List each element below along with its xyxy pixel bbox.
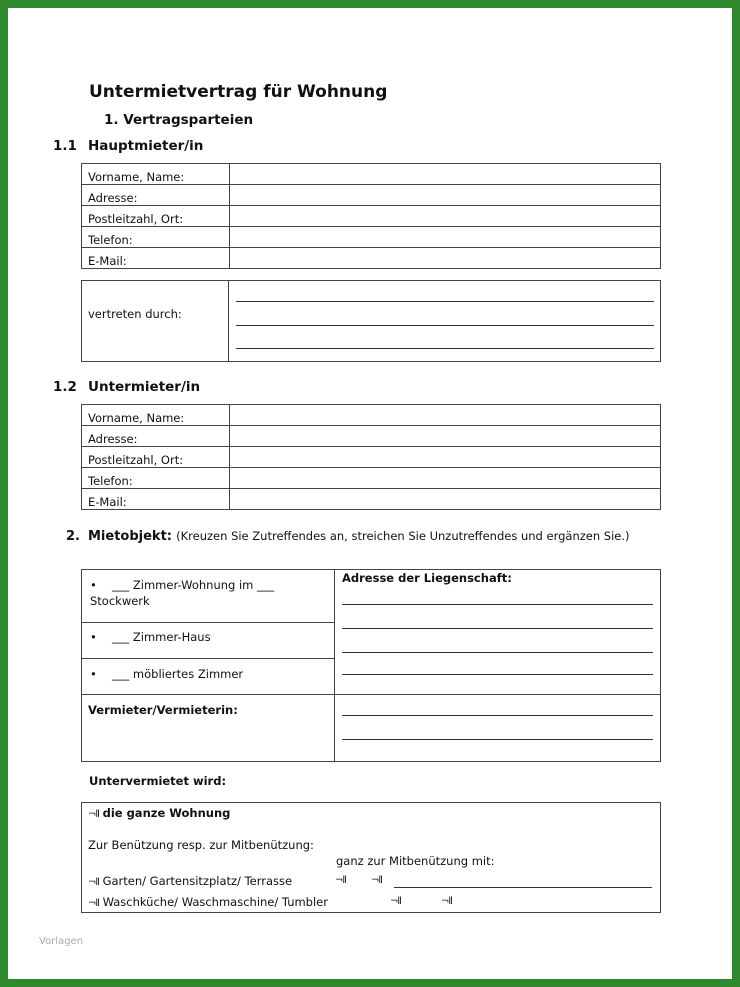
table-row [82,164,661,185]
table-row [82,447,661,468]
section-1-label: Vertragsparteien [123,112,254,128]
untermieter-heading [53,379,200,395]
untermieter-number: 1.2 [53,379,77,395]
document-page [8,8,732,979]
sublet-label: Untervermietet wird: [89,774,227,788]
field-value-cell[interactable] [230,206,661,227]
bullet: • [90,578,97,592]
field-value-cell[interactable] [230,405,661,426]
table-row [82,468,661,489]
list-item[interactable] [90,629,320,645]
garden-row [88,874,292,888]
table-row [82,185,661,206]
checkbox-icon[interactable]: ¬ll [88,809,99,820]
field-label: Postleitzahl, Ort: [82,447,230,468]
field-value-cell[interactable] [230,489,661,510]
section-2-number: 2. [66,529,80,544]
untermieter-table [81,404,661,510]
table-row [82,248,661,269]
landlord-label: Vermieter/Vermieterin: [88,703,238,717]
hauptmieter-number: 1.1 [53,138,77,154]
list-item[interactable] [90,666,320,682]
field-label: Vorname, Name: [82,164,230,185]
field-label: E-Mail: [82,248,230,269]
garden-whole-checkbox[interactable] [335,872,346,886]
footer-watermark: Vorlagen [39,936,84,947]
document-title: Untermietvertrag für Wohnung [89,82,388,102]
field-label: Telefon: [82,227,230,248]
table-row [82,489,661,510]
laundry-label: Waschküche/ Waschmaschine/ Tumbler [102,895,328,909]
fill-line[interactable] [394,887,652,888]
represented-by-box [81,280,661,362]
divider [82,658,334,659]
field-label: Telefon: [82,468,230,489]
represented-by-label: vertreten durch: [88,307,182,321]
field-value-cell[interactable] [230,227,661,248]
fill-line[interactable] [342,715,653,716]
field-label: Postleitzahl, Ort: [82,206,230,227]
section-2-label: Mietobjekt: [88,529,172,544]
laundry-row [88,895,328,909]
field-value-cell[interactable] [230,248,661,269]
table-row [82,426,661,447]
field-label: Adresse: [82,426,230,447]
usage-intro: Zur Benützung resp. zur Mitbenützung: [88,838,314,852]
table-row [82,206,661,227]
untermieter-label: Untermieter/in [88,379,201,395]
checkbox-icon[interactable]: ¬ll [390,896,401,907]
field-label: E-Mail: [82,489,230,510]
checkbox-icon[interactable]: ¬ll [441,896,452,907]
field-label: Vorname, Name: [82,405,230,426]
field-value-cell[interactable] [230,185,661,206]
divider [228,281,229,361]
hauptmieter-label: Hauptmieter/in [88,138,204,154]
field-value-cell[interactable] [230,164,661,185]
fill-line[interactable] [236,301,654,302]
item-text: ___ Zimmer-Wohnung im ___ Stockwerk [90,578,275,608]
fill-line[interactable] [342,674,653,675]
divider [82,694,660,695]
hauptmieter-table [81,163,661,269]
divider [82,622,334,623]
field-value-cell[interactable] [230,468,661,489]
hauptmieter-heading [53,138,203,154]
table-row [82,405,661,426]
fill-line[interactable] [342,628,653,629]
address-label: Adresse der Liegenschaft: [342,571,512,585]
checkbox-icon[interactable]: ¬ll [88,877,99,888]
section-1-heading [104,112,253,128]
sublet-box [81,802,661,913]
checkbox-icon[interactable]: ¬ll [371,875,382,886]
checkbox-icon[interactable]: ¬ll [88,898,99,909]
garden-shared-checkbox[interactable] [371,872,382,886]
list-item[interactable] [90,577,320,609]
mietobjekt-table [81,569,661,762]
field-label: Adresse: [82,185,230,206]
table-row [82,227,661,248]
bullet: • [90,630,97,644]
whole-flat-row [88,806,230,820]
fill-line[interactable] [236,325,654,326]
garden-label: Garten/ Gartensitzplatz/ Terrasse [102,874,293,888]
bullet: • [90,667,97,681]
fill-line[interactable] [236,348,654,349]
section-2-heading [66,529,666,544]
field-value-cell[interactable] [230,447,661,468]
fill-line[interactable] [342,652,653,653]
divider [334,570,335,761]
item-text: ___ Zimmer-Haus [112,630,211,644]
field-value-cell[interactable] [230,426,661,447]
checkbox-icon[interactable]: ¬ll [335,875,346,886]
fill-line[interactable] [342,739,653,740]
laundry-whole-checkbox[interactable] [390,893,401,907]
section-1-number: 1. [104,112,119,128]
column-header: ganz zur Mitbenützung mit: [336,854,495,868]
laundry-shared-checkbox[interactable] [441,893,452,907]
fill-line[interactable] [342,604,653,605]
item-text: ___ möbliertes Zimmer [112,667,244,681]
whole-flat-label: die ganze Wohnung [102,806,231,820]
section-2-hint: (Kreuzen Sie Zutreffendes an, streichen Sie Unzutreffendes und ergänzen Sie.) [176,529,630,543]
